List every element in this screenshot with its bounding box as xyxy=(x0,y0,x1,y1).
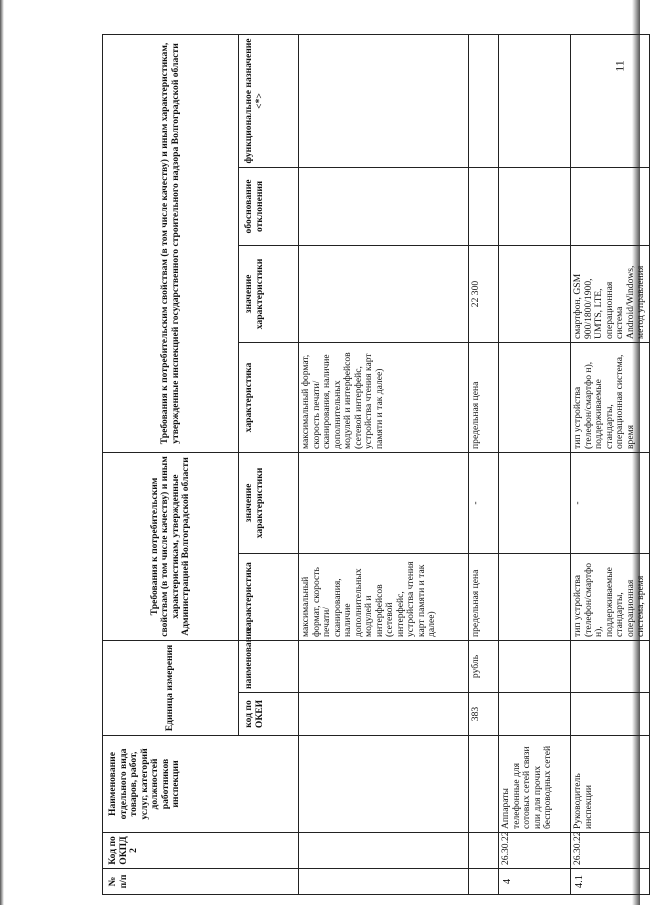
cell-insp-characteristic: предельная цена xyxy=(469,342,499,452)
table-row xyxy=(299,34,469,894)
table-row xyxy=(571,34,650,894)
cell-insp-function xyxy=(499,34,571,167)
cell-okpd: 26.30.22 xyxy=(571,833,650,869)
cell-num: 4 xyxy=(499,869,571,895)
cell-admin-characteristic: тип устройства (телефон/смартфо н), поддерживаемые стандарты, операционная система, время xyxy=(571,554,650,641)
page-number: 11 xyxy=(612,60,627,72)
cell-admin-characteristic: предельная цена xyxy=(469,554,499,641)
col-header-admin-value: значение характеристики xyxy=(239,452,299,553)
col-header-unit-name: наименование xyxy=(239,641,299,693)
col-header-num: № п/п xyxy=(103,869,299,895)
cell-insp-value: смартфон, GSM 900/1800/1900, UMTS, LTE, операционная система Android/Windows, метод управления xyxy=(571,245,650,342)
cell-unit xyxy=(571,641,650,693)
cell-admin-value: - xyxy=(469,452,499,553)
header-row-1 xyxy=(103,34,239,894)
col-header-okei: код по ОКЕИ xyxy=(239,693,299,736)
cell-num xyxy=(469,869,499,895)
col-header-unit-group: Единица измерения xyxy=(103,641,239,736)
col-header-insp-value: значение характеристики xyxy=(239,245,299,342)
cell-okei: 383 xyxy=(469,693,499,736)
cell-insp-function xyxy=(571,34,650,167)
cell-admin-value: - xyxy=(571,452,650,553)
cell-admin-value xyxy=(499,452,571,553)
cell-insp-characteristic: тип устройства (телефон/смартфо н), поддерживаемые стандарты, операционная система, время xyxy=(571,342,650,452)
table-row xyxy=(499,34,571,894)
cell-insp-justification xyxy=(299,167,469,245)
table-row xyxy=(469,34,499,894)
cell-insp-justification xyxy=(571,167,650,245)
cell-insp-function xyxy=(469,34,499,167)
cell-okpd xyxy=(469,833,499,869)
cell-name xyxy=(299,736,469,833)
cell-name: Руководитель инспекции xyxy=(571,736,650,833)
cell-unit xyxy=(499,641,571,693)
cell-admin-characteristic: максимальный формат, скорость печати/ сканирования, наличие дополнительных модулей и интерфейсов (сетевой интерфейс, устройства чтения карт памяти и так далее) xyxy=(299,554,469,641)
requirements-table xyxy=(102,34,650,895)
col-header-name: Наименование отдельного вида товаров, работ, услуг, категорий должностей работников инспекции xyxy=(103,736,299,833)
cell-admin-value xyxy=(299,452,469,553)
cell-insp-value xyxy=(499,245,571,342)
cell-num xyxy=(299,869,469,895)
cell-unit: рубль xyxy=(469,641,499,693)
scan-edge-left xyxy=(0,0,4,905)
cell-unit xyxy=(299,641,469,693)
cell-admin-characteristic xyxy=(499,554,571,641)
cell-name: Аппараты телефонные для сотовых сетей связи или для прочих беспроводных сетей xyxy=(499,736,571,833)
cell-okpd xyxy=(299,833,469,869)
col-header-admin-characteristic: характеристика xyxy=(239,554,299,641)
col-header-inspection-group: Требования к потребительским свойствам (в том числе качеству) и иным характеристикам, утвержденные инспекцией государственного строительного надзора Волгоградской области xyxy=(103,34,239,452)
cell-okpd: 26.30.22 xyxy=(499,833,571,869)
col-header-insp-characteristic: характеристика xyxy=(239,342,299,452)
col-header-insp-justification: обоснование отклонения xyxy=(239,167,299,245)
cell-insp-justification xyxy=(469,167,499,245)
cell-insp-characteristic: максимальный формат, скорость печати/ сканирования, наличие дополнительных модулей и интерфейсов (сетевой интерфейс, устройства чтения карт памяти и так далее) xyxy=(299,342,469,452)
cell-insp-justification xyxy=(499,167,571,245)
col-header-insp-function: функциональное назначение <*> xyxy=(239,34,299,167)
cell-insp-characteristic xyxy=(499,342,571,452)
col-header-admin-group: Требования к потребительским свойствам (в том числе качеству) и иным характеристикам, утвержденные Администрацией Волгоградской области xyxy=(103,452,239,640)
col-header-okpd: Код по ОКПД 2 xyxy=(103,833,299,869)
cell-insp-function xyxy=(299,34,469,167)
cell-num: 4.1 xyxy=(571,869,650,895)
cell-okei xyxy=(299,693,469,736)
cell-okei xyxy=(571,693,650,736)
cell-name xyxy=(469,736,499,833)
cell-insp-value: 22 300 xyxy=(469,245,499,342)
cell-insp-value xyxy=(299,245,469,342)
cell-okei xyxy=(499,693,571,736)
